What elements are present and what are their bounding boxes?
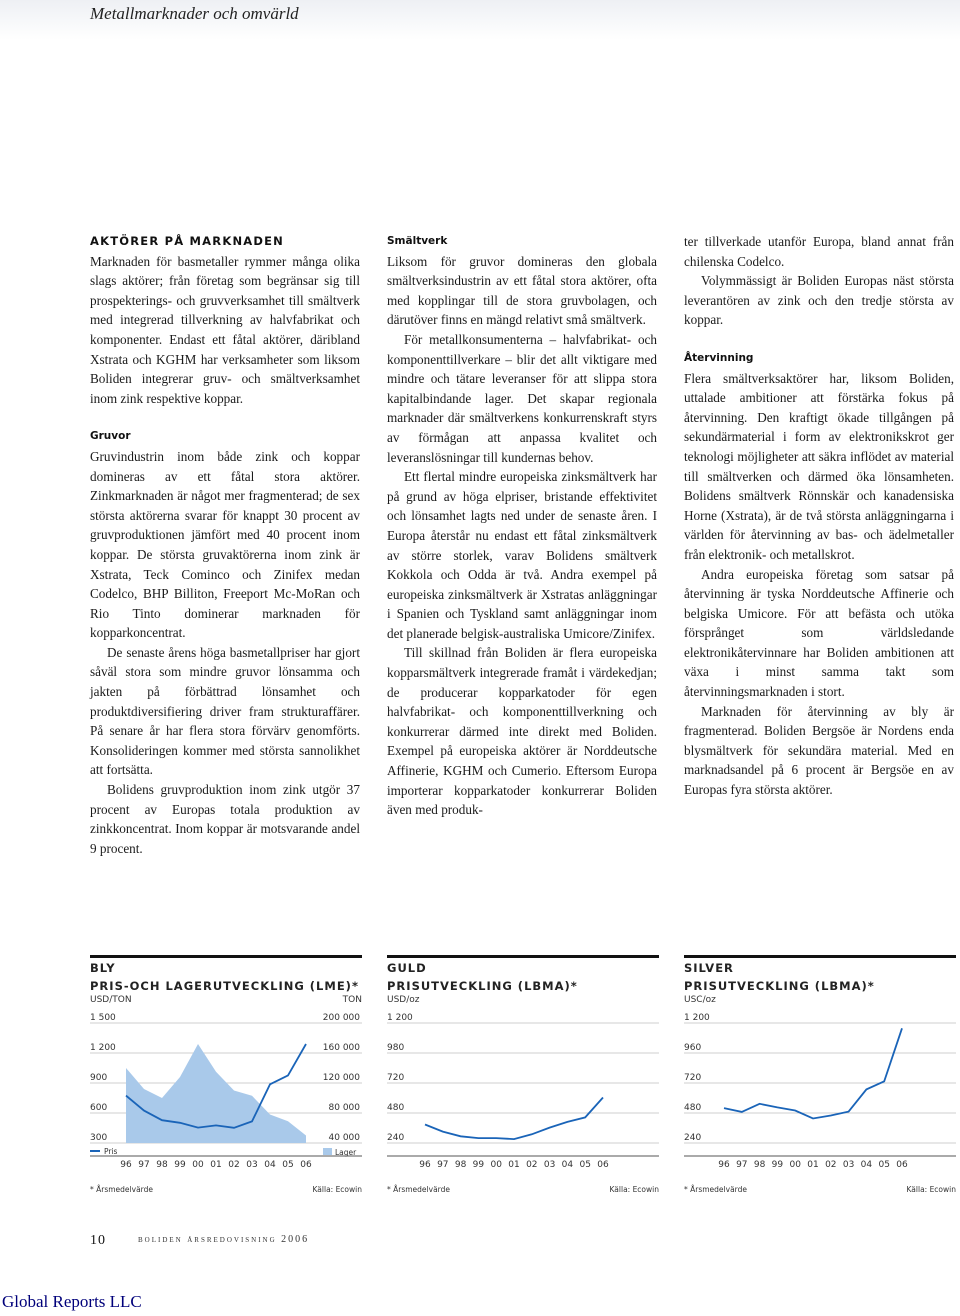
x-tick-label: 04 (561, 1160, 574, 1170)
paragraph: Gruvindustrin inom både zink och koppar domineras av ett fåtal stora aktörer. Zinkmarknaden är något mer fragmenterad; de sex största aktörerna svarar för knappt 30 procent av gruvproduktionen jämfört med 40 procent inom koppar. De största gruvaktörerna inom zink är Xstrata, Teck Cominco och Zinifex medan Codelco, BHP Billiton, Freeport Mc-MoRan och Rio Tinto dominerar marknaden för kopparkoncentrat. (90, 448, 360, 641)
x-tick-label: 98 (454, 1160, 467, 1170)
x-tick-label: 06 (300, 1160, 312, 1170)
unit-left: USD/TON (90, 995, 132, 1005)
paragraph: För metallkonsumenterna – halvfabrikat- och komponenttillverkare – blir det allt viktigare med mindre och tätare leveranser för att slippa stora kapitalbindande lager. Det skapar regionala marknader där smältverkens konkurrenskraft styrs av förmågan att anpassa kvalitet och leveranslösningar till kundernas behov. (387, 331, 657, 465)
chart-title-metal: SILVER (684, 961, 734, 975)
x-tick-label: 01 (508, 1160, 520, 1170)
x-tick-label: 01 (807, 1160, 819, 1170)
y-right-tick-label: 120 000 (322, 1073, 360, 1083)
paragraph: Marknaden för återvinning av bly är fragmenterad. Boliden Bergsöe är Nordens enda blysmältverk för sekundära material. Med en marknadsandel på 6 procent är Bergsöe en av Europas fyra största aktörer. (684, 703, 954, 798)
paragraph: Volymmässigt är Boliden Europas näst största leverantören av zink och den tredje största av koppar. (684, 273, 954, 328)
x-tick-label: 06 (896, 1160, 908, 1170)
y-tick-label: 1 500 (90, 1013, 116, 1023)
chart-source: Källa: Ecowin (906, 1185, 956, 1194)
x-tick-label: 99 (771, 1160, 784, 1170)
x-tick-label: 02 (228, 1160, 240, 1170)
y-tick-label: 480 (684, 1103, 702, 1113)
y-tick-label: 300 (90, 1133, 108, 1143)
paragraph: Till skillnad från Boliden är flera europeiska kopparsmältverk integrerade framåt i värdekedjan; de producerar kopparkatoder för egen halvfabrikat- och komponenttillverkning och konkurrerar därmed inte direkt med Boliden. Exempel på europeiska aktörer är Norddeutsche Affinerie, KGHM och Cumerio. Eftersom Europa importerar kopparkatoder konkurrerar Boliden även med produk- (387, 645, 657, 818)
legend-swatch-lager (323, 1148, 332, 1155)
y-tick-label: 720 (684, 1073, 702, 1083)
chart-footnote: * Årsmedelvärde (387, 1185, 450, 1194)
paragraph: ter tillverkade utanför Europa, bland annat från chilenska Codelco. (684, 234, 954, 269)
subheading-smelters: Smältverk (387, 235, 448, 247)
lead-chart (90, 955, 362, 1194)
chart-source: Källa: Ecowin (312, 1185, 362, 1194)
chart-rule (387, 955, 659, 958)
x-tick-label: 99 (174, 1160, 186, 1170)
heading-actors: AKTÖRER PÅ MARKNADEN (90, 234, 284, 248)
y-tick-label: 240 (387, 1133, 405, 1143)
y-tick-label: 480 (387, 1103, 405, 1113)
x-tick-label: 02 (825, 1160, 837, 1170)
paragraph: Flera smältverksaktörer har, liksom Boliden, uttalade ambitioner att förstärka fokus på återvinning. Den kraftigt ökade tillgången på sekundärmaterial i form av elektronikskrot ger teknologi möjligheter att säkra inflödet av material till smältverken och därmed öka lönsamheten. Bolidens smältverk Rönnskär och kanadensiska Horne (Xstrata), är de två största anläggningarna i världen för återvinning av bas- och ädelmetaller från elektronik- och metallskrot. (684, 370, 954, 562)
y-tick-label: 1 200 (90, 1043, 116, 1053)
x-tick-label: 00 (192, 1160, 204, 1170)
y-tick-label: 1 200 (387, 1013, 413, 1023)
chart-rule (684, 955, 956, 958)
y-right-tick-label: 40 000 (328, 1133, 360, 1143)
chart-source: Källa: Ecowin (609, 1185, 659, 1194)
x-tick-label: 98 (156, 1160, 168, 1170)
section-title: Metallmarknader och omvärld (90, 4, 299, 23)
legend-label-pris: Pris (104, 1147, 118, 1156)
chart-title: PRISUTVECKLING (LBMA)* (684, 979, 875, 993)
paragraph: Bolidens gruvproduktion inom zink utgör 37 procent av Europas totala produktion av zinkkoncentrat. Inom koppar är motsvarande andel 9 procent. (90, 782, 360, 856)
chart-footnote: * Årsmedelvärde (684, 1185, 747, 1194)
gold-chart (387, 955, 659, 1194)
unit-right: TON (342, 995, 362, 1005)
paragraph: Andra europeiska företag som satsar på återvinning är tyska Norddeutsche Affinerie och belgiska Umicore. För att befästa och utöka försprånget som världsledande elektronikåtervinnare har Boliden ambitionen att växa i minst samma takt som återvinningsmarknaden i stort. (684, 566, 954, 700)
y-right-tick-label: 200 000 (322, 1013, 360, 1023)
y-tick-label: 900 (90, 1073, 108, 1083)
y-tick-label: 600 (90, 1103, 108, 1113)
legend-label-lager: Lager (335, 1148, 357, 1157)
x-tick-label: 96 (718, 1160, 730, 1170)
x-tick-label: 97 (736, 1160, 748, 1170)
x-tick-label: 00 (490, 1160, 502, 1170)
x-tick-label: 04 (860, 1160, 873, 1170)
page-number: 10 (90, 1233, 106, 1248)
x-tick-label: 98 (753, 1160, 766, 1170)
subheading-recycling: Återvinning (684, 351, 754, 364)
x-tick-label: 05 (878, 1160, 890, 1170)
series-line (724, 1028, 902, 1118)
x-tick-label: 05 (579, 1160, 591, 1170)
chart-rule (90, 955, 362, 958)
series-line (425, 1098, 603, 1140)
text-column-3 (684, 232, 954, 800)
subheading-mines: Gruvor (90, 430, 131, 443)
x-tick-label: 06 (597, 1160, 609, 1170)
gold-chart-plot (387, 1011, 659, 1181)
chart-title-metal: GULD (387, 961, 427, 975)
unit-left: USD/oz (387, 995, 420, 1005)
x-tick-label: 03 (246, 1160, 258, 1170)
x-tick-label: 99 (472, 1160, 485, 1170)
x-tick-label: 03 (543, 1160, 556, 1170)
x-tick-label: 00 (789, 1160, 801, 1170)
paragraph: Liksom för gruvor domineras den globala smältverksindustrin av ett fåtal stora aktörer, ofta med kopplingar till de stora gruvbolagen, och därutöver finns en mängd relativt små smältverk. (387, 253, 657, 328)
silver-chart (684, 955, 956, 1194)
x-tick-label: 97 (138, 1160, 150, 1170)
silver-chart-plot (684, 1011, 956, 1181)
x-tick-label: 05 (282, 1160, 294, 1170)
page-header (0, 0, 960, 40)
chart-title: PRISUTVECKLING (LBMA)* (387, 979, 578, 993)
watermark: Global Reports LLC (2, 1292, 142, 1311)
unit-left: USC/oz (684, 995, 716, 1005)
y-tick-label: 1 200 (684, 1013, 710, 1023)
x-tick-label: 01 (210, 1160, 222, 1170)
text-column-1 (90, 232, 360, 858)
y-right-tick-label: 160 000 (322, 1043, 360, 1053)
paragraph: Marknaden för basmetaller rymmer många olika slags aktörer; från företag som begränsar sig till prospekterings- och gruvverksamhet till smältverk med integrerad tillverkning av halvfabrikat och komponenter. Endast ett fåtal aktörer, däribland Xstrata och KGHM har verksamheter som liksom Boliden integrerar gruv- och smältverksamhet inom zink respektive koppar. (90, 253, 360, 406)
text-column-2 (387, 232, 657, 820)
y-tick-label: 960 (684, 1043, 702, 1053)
y-tick-label: 720 (387, 1073, 405, 1083)
x-tick-label: 03 (842, 1160, 855, 1170)
y-tick-label: 980 (387, 1043, 405, 1053)
x-tick-label: 97 (437, 1160, 449, 1170)
y-tick-label: 240 (684, 1133, 702, 1143)
lead-chart-plot (90, 1011, 362, 1181)
x-tick-label: 02 (526, 1160, 538, 1170)
chart-title: PRIS-OCH LAGERUTVECKLING (LME)* (90, 979, 359, 993)
x-tick-label: 96 (419, 1160, 431, 1170)
chart-footnote: * Årsmedelvärde (90, 1185, 153, 1194)
paragraph: Ett flertal mindre europeiska zinksmältverk har på grund av höga elpriser, bristande effektivitet och lönsamhet lagts ned under de senaste åren. I Europa återstår nu endast ett fåtal zinksmältverk av större storlek, varav Bolidens smältverk Kokkola och Odda är två. Andra exempel på europeiska zinksmältverk är Xstratas anläggningar i Spanien och Tyskland samt anläggningar inom det planerade belgisk-australiska Umicore/Zinifex. (387, 469, 657, 641)
series-area-lager (126, 1044, 306, 1143)
x-tick-label: 04 (264, 1160, 276, 1170)
paragraph: De senaste årens höga basmetallpriser har gjort såväl stora som mindre gruvor lönsamma och jakten på förbättrad lönsamhet och produktdiversifiering driver fram strukturaffärer. På senare år har flera stora förvärv genomförts. Konsolideringen kommer med största sannolikhet att fortsätta. (90, 644, 360, 778)
report-title: boliden årsredovisning 2006 (138, 1234, 310, 1245)
x-tick-label: 96 (120, 1160, 132, 1170)
y-right-tick-label: 80 000 (328, 1103, 360, 1113)
chart-title-metal: BLY (90, 961, 116, 975)
